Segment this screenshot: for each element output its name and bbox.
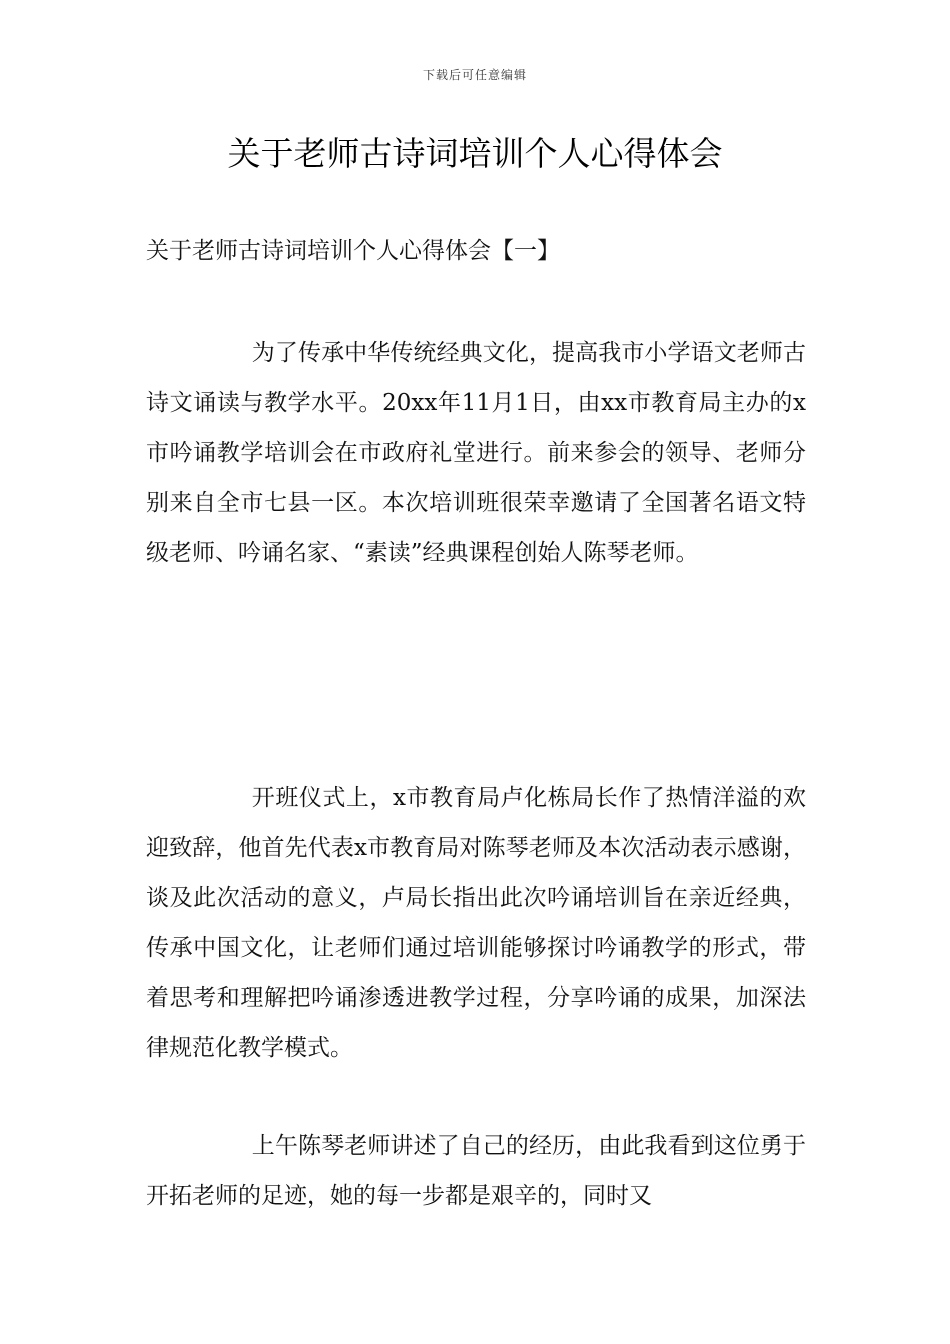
paragraph-3: 上午陈琴老师讲述了自己的经历，由此我看到这位勇于开拓老师的足迹，她的每一步都是艰辛的，同时又	[146, 1133, 806, 1209]
paragraph-2: 开班仪式上，x市教育局卢化栋局长作了热情洋溢的欢迎致辞，他首先代表x市教育局对陈琴老师及本次活动表示感谢，谈及此次活动的意义，卢局长指出此次吟诵培训旨在亲近经典，传承中国文化，让老师们通过培训能够探讨吟诵教学的形式，带着思考和理解把吟诵渗透进教学过程，分享吟诵的成果，加深法律规范化教学模式。	[146, 785, 806, 1061]
section-heading: 关于老师古诗词培训个人心得体会【一】	[146, 238, 560, 264]
paragraph-1: 为了传承中华传统经典文化，提高我市小学语文老师古诗文诵读与教学水平。20xx年11月1日，由xx市教育局主办的x市吟诵教学培训会在市政府礼堂进行。前来参会的领导、老师分别来自全市七县一区。本次培训班很荣幸邀请了全国著名语文特级老师、吟诵名家、“素读”经典课程创始人陈琴老师。	[146, 340, 806, 566]
header-note: 下载后可任意编辑	[422, 68, 527, 82]
document-title: 关于老师古诗词培训个人心得体会	[227, 134, 723, 173]
